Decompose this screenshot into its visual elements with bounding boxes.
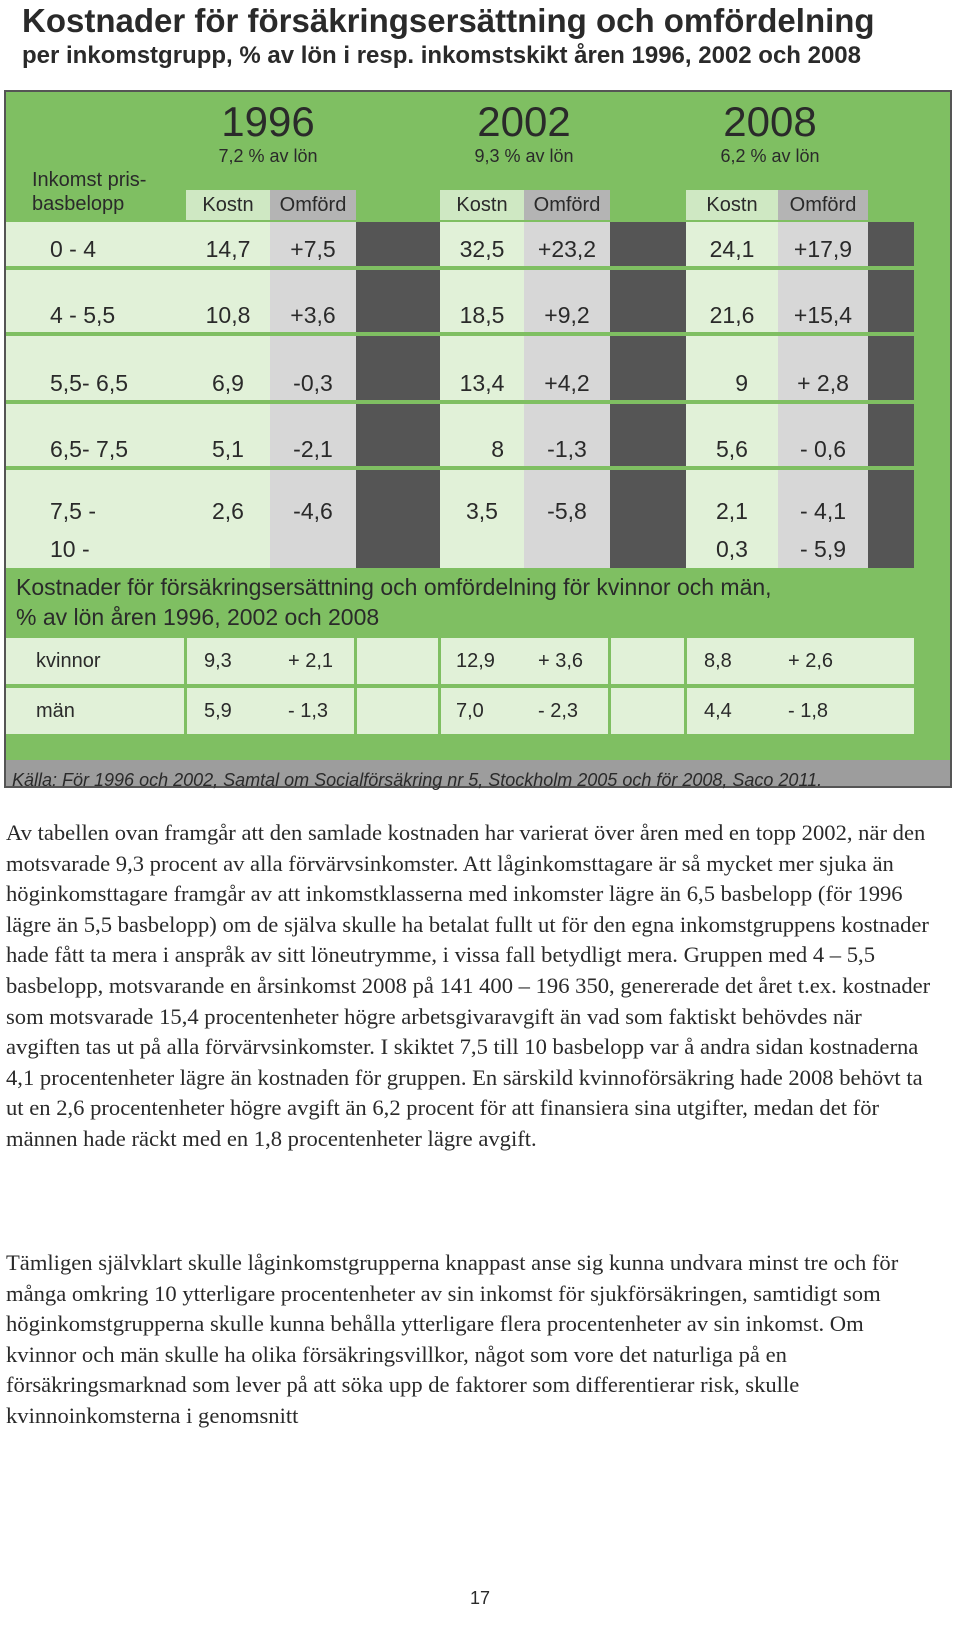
gender-table-heading <box>16 572 772 632</box>
year-2008-share: 6,2 % av lön <box>720 146 820 166</box>
year-2002-share: 9,3 % av lön <box>474 146 574 166</box>
row-separator <box>6 332 914 336</box>
row-label: 7,5 - <box>50 498 97 524</box>
year-2008: 2008 <box>723 98 817 145</box>
row-separator <box>6 266 914 270</box>
row-label: 10 - <box>50 536 90 562</box>
cell <box>440 436 524 463</box>
cell: +7,5 <box>290 236 336 262</box>
row-header-label-line1: Inkomst pris- <box>32 169 147 191</box>
cell: 5,9 <box>204 700 232 722</box>
cell: 4,4 <box>704 700 732 722</box>
cell: + 3,6 <box>538 650 584 672</box>
source-note: Källa: För 1996 och 2002, Samtal om Socialförsäkring nr 5, Stockholm 2005 och för 2008, Saco 2011. <box>12 770 823 790</box>
cell: +15,4 <box>793 302 853 328</box>
cell: - 1,8 <box>788 700 829 722</box>
cell: 12,9 <box>456 650 495 672</box>
page-title: Kostnader för försäkringsersättning och omfördelning <box>22 2 875 39</box>
cell: +23,2 <box>537 236 597 262</box>
year-2002: 2002 <box>477 98 571 145</box>
cell: 9,3 <box>204 650 232 672</box>
cell: - 4,1 <box>799 498 847 524</box>
cell: 24,1 <box>709 236 755 262</box>
cell: + 2,8 <box>797 370 849 396</box>
gender-table-heading-line2: % av lön åren 1996, 2002 och 2008 <box>16 604 380 630</box>
cell: + 2,6 <box>788 650 834 672</box>
gender-col-separator <box>438 638 441 734</box>
divider-1996-bg <box>356 222 440 568</box>
cell: -0,3 <box>293 370 333 396</box>
cell: 2,6 <box>212 498 244 524</box>
cell: - 2,3 <box>538 700 579 722</box>
header-omford-2002: Omförd <box>524 190 610 220</box>
cost-table-panel <box>6 92 950 786</box>
cell <box>686 370 778 397</box>
cell: 5,1 <box>212 436 244 462</box>
cell: 0,3 <box>716 536 748 562</box>
year-1996-share: 7,2 % av lön <box>218 146 318 166</box>
gender-table-heading-line1: Kostnader för försäkringsersättning och omfördelning för kvinnor och män, <box>16 574 772 600</box>
cell: -2,1 <box>293 436 333 462</box>
row-separator <box>6 400 914 404</box>
cell: 14,7 <box>205 236 251 262</box>
header-omford-1996: Omförd <box>270 190 356 220</box>
cell: - 0,6 <box>799 436 847 462</box>
cell-value: 8 <box>491 436 504 462</box>
cell: +9,2 <box>544 302 590 328</box>
row-header-label-line2: basbelopp <box>32 193 125 215</box>
row-label: 0 - 4 <box>50 236 97 262</box>
cell: 3,5 <box>466 498 498 524</box>
cell: +4,2 <box>544 370 590 396</box>
divider-2002-bg <box>610 222 686 568</box>
header-kostn-2002: Kostn <box>440 190 524 220</box>
cell: -1,3 <box>547 436 587 462</box>
cell: - 5,9 <box>799 536 847 562</box>
header-kostn-2008: Kostn <box>686 190 778 220</box>
cell: -5,8 <box>547 498 587 524</box>
header-omford-2008: Omförd <box>778 190 868 220</box>
body-paragraph-1: Av tabellen ovan framgår att den samlade kostnaden har varierat över åren med en topp 2002, när den motsvarade 9,3 procent av alla förvärvsinkomster. Att låginkomsttagare är så mycket mer sjuka än höginkomsttagare framgår av att inkomstklasserna med inkomster lägre än 6,5 basbelopp (för 1996 lägre än 5,5 basbelopp) om de själva skulle ha betalat fullt ut för den egna inkomstgruppens kostnader hade fått ta mera i anspråk av sitt löneutrymme, i vissa fall betydligt mera. Gruppen med 4 – 5,5 basbelopp, motsvarande en årsinkomst 2008 på 141 400 – 196 350, genererade det året t.ex. kostnader som motsvarade 15,4 procentenheter högre arbetsgivaravgift än vad som faktiskt behövdes när avgiften tas ut på alla förvärvsinkomster. I skiktet 7,5 till 10 basbelopp var å andra sidan kostnaderna 4,1 procentenheter lägre än kostnaden för gruppen. En särskild kvinnoförsäkring hade 2008 behövt ta ut en 2,6 procentenheter högre avgift än 6,2 procent för att finansiera sina utgifter, medan det för männen hade räckt med en 1,8 procentenheter lägre avgift. <box>6 820 931 1151</box>
divider-2008-bg <box>868 222 914 568</box>
gender-col-separator <box>684 638 687 734</box>
cell: 13,4 <box>459 370 505 396</box>
gender-label-men: män <box>36 700 75 722</box>
row-label: 4 - 5,5 <box>50 302 116 328</box>
gender-col-separator <box>608 638 611 734</box>
cell: 8,8 <box>704 650 732 672</box>
cell: - 1,3 <box>288 700 329 722</box>
cell: 10,8 <box>205 302 251 328</box>
cell: + 2,1 <box>288 650 334 672</box>
row-label: 5,5- 6,5 <box>50 370 128 396</box>
cell: -4,6 <box>293 498 333 524</box>
page-subtitle: per inkomstgrupp, % av lön i resp. inkomstskikt åren 1996, 2002 och 2008 <box>22 42 862 69</box>
body-paragraph-2: Tämligen självklart skulle låginkomstgrupperna knappast anse sig kunna undvara minst tre och för många omkring 10 ytterligare procentenheter av sin inkomst för sjukförsäkringen, samtidigt som höginkomstgrupperna skulle kunna behålla ytterligare flera procentenheter av sin inkomst. Om kvinnor och män skulle ha olika försäkringsvillkor, något som vore det naturliga på en försäkringsmarknad som lever på att söka upp de faktorer som differentierar risk, skulle kvinnoinkomsterna i genomsnitt <box>6 1250 899 1428</box>
row-separator <box>6 466 914 470</box>
cell: 2,1 <box>716 498 748 524</box>
gender-col-separator <box>184 638 187 734</box>
cell: 32,5 <box>459 236 505 262</box>
cell: +17,9 <box>793 236 853 262</box>
row-header-label <box>32 168 146 216</box>
gender-col-separator <box>354 638 357 734</box>
cell: 7,0 <box>456 700 484 722</box>
cell: +3,6 <box>290 302 336 328</box>
cell: 5,6 <box>716 436 748 462</box>
cell: 18,5 <box>459 302 505 328</box>
cell-value: 9 <box>735 370 748 396</box>
year-1996: 1996 <box>221 98 315 145</box>
header-kostn-1996: Kostn <box>186 190 270 220</box>
row-label: 6,5- 7,5 <box>50 436 128 462</box>
cell: 6,9 <box>212 370 244 396</box>
cell: 21,6 <box>709 302 755 328</box>
gender-label-women: kvinnor <box>36 650 101 672</box>
page-number: 17 <box>469 1588 491 1608</box>
